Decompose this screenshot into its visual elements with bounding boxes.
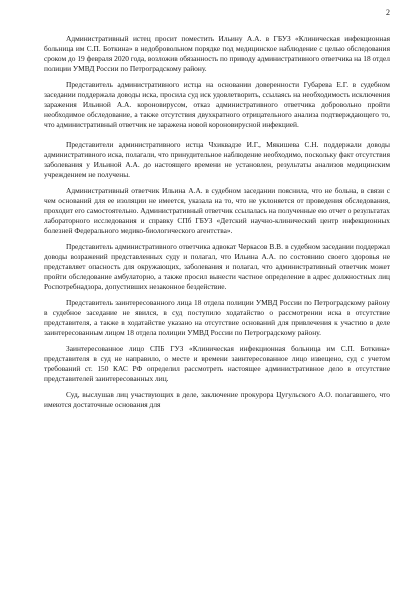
paragraph-defendant-lawyer: Представитель административного ответчика адвокат Черкасов В.В. в судебном заседании поддержал доводы возражений представленных суду и полагал, что Ильина А.А. по состоянию своего здоровья не представляет опасность для окружающих, заболевания и полагал, что административный ответчик может пройти обследование амбулаторно, а также просил вынести частное определение в адрес должностных лиц Роспотребнадзора, допустивших незаконное бездействие. xyxy=(44,242,390,291)
paragraph-police-department: Представитель заинтересованного лица 18 отдела полиции УМВД России по Петроградскому району в судебное заседание не явился, в суд поступило ходатайство о рассмотрении иска в отсутствие представителя, а также в ходатайстве указано на отсутствие оснований для привлечения к участию в деле заинтересованным лицом 18 отдела полиции УМВД России по Петроградскому району. xyxy=(44,298,390,337)
paragraph-court-conclusion: Суд, выслушав лиц участвующих в деле, заключение прокурора Цугульского А.О. полагавшего, что имеются достаточные основания для xyxy=(44,390,390,409)
paragraph-hospital: Заинтересованное лицо СПБ ГУЗ «Клиническая инфекционная больница им С.П. Боткина» представителя в суд не направило, о месте и времени заинтересованное лицо извещено, суд с учетом требований ст. 150 КАС РФ определил рассмотреть настоящее административное дело в отсутствие представителей заинтересованных лиц. xyxy=(44,344,390,383)
paragraph-claim: Административный истец просит поместить Ильину А.А. в ГБУЗ «Клиническая инфекционная больница им С.П. Боткина» в недобровольном порядке под медицинское наблюдение с целью обследования сроком до 19 февраля 2020 года, возложив обязанность по приводу административного ответчика на 18 отдел полиции УМВД России по Петроградскому району. xyxy=(44,34,390,73)
paragraph-defendant: Административный ответчик Ильина А.А. в судебном заседании пояснила, что не больна, в связи с чем оснований для ее изоляции не имеется, указала на то, что не уклоняется от проведения обследования, проходит его самостоятельно. Административный ответчик ссылалась на полученные ею отчет о результатах лабораторного исследования и справку СПб ГБУЗ «Детский научно-клинический центр инфекционных болезней Федерального медико-биологического агентства». xyxy=(44,186,390,235)
page-number: 2 xyxy=(386,8,390,17)
paragraph-plaintiff-representative: Представитель административного истца на основании доверенности Губарева Е.Г. в судебном заседании поддержала доводы иска, просила суд иск удовлетворить, ссылаясь на необходимость исключения заражения Ильиной А.А. короновирусом, отказ административного ответчика добровольно пройти необходимое обследование, а также отсутствия двухкратного отрицательного анализа подтверждающего то, что административный ответчик не заражена новой короновирусной инфекцией. xyxy=(44,80,390,129)
paragraph-plaintiff-representatives: Представители административного истца Чхиквадзе И.Г., Мякишева С.Н. поддержали доводы административного иска, полагали, что принудительное наблюдение необходимо, поскольку факт отсутствия заболевания у Ильиной А.А. до настоящего времени не установлен, результаты анализов медицинским учреждением не получены. xyxy=(44,140,390,179)
